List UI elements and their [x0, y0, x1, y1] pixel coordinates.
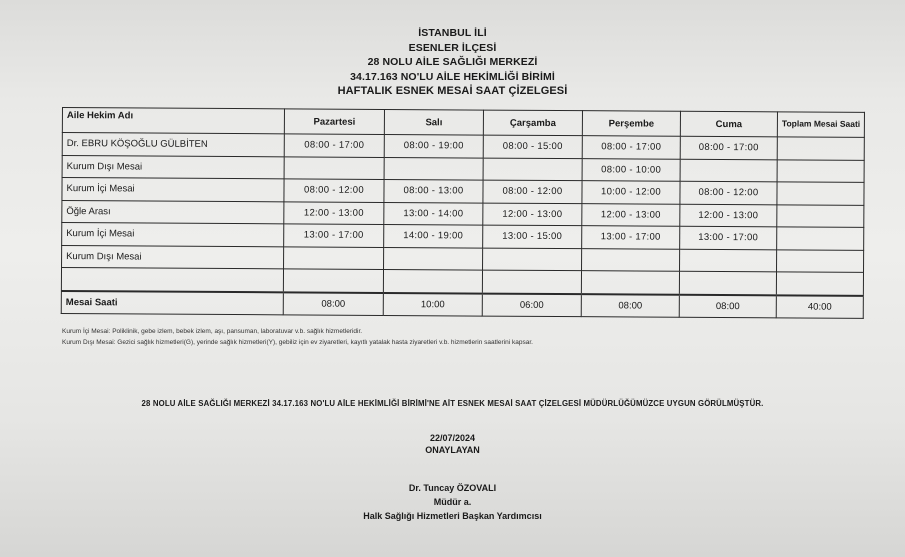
approval-date: 22/07/2024: [429, 433, 476, 443]
signatory-title: Müdür a.: [433, 497, 472, 507]
table-cell: [482, 270, 581, 294]
table-cell: [777, 137, 864, 160]
column-header-tuesday: Salı: [384, 109, 483, 135]
table-cell: 13:00 - 17:00: [284, 224, 384, 247]
footnote-external: Kurum Dışı Mesai: Gezici sağlık hizmetleri(G), yerinde sağlık hizmetleri(Y), gebiliz için ev ziyaretleri, kayıtlı yatalak hasta ziyaretleri v.b. hizmetlerin saatlerini kapsar.: [62, 339, 533, 346]
row-label: Kurum Dışı Mesai: [62, 155, 284, 179]
table-cell: [582, 248, 680, 271]
column-header-thursday: Perşembe: [582, 111, 680, 137]
table-cell: [777, 204, 864, 227]
summary-label: Mesai Saati: [61, 290, 283, 314]
column-header-friday: Cuma: [680, 111, 777, 137]
table-cell: 13:00 - 17:00: [582, 226, 680, 249]
header-health-center: 28 NOLU AİLE SAĞLIĞI MERKEZİ: [367, 56, 538, 68]
table-cell: [284, 156, 384, 179]
table-cell: [777, 159, 864, 182]
table-cell: 13:00 - 17:00: [680, 226, 777, 249]
header-district: ESENLER İLÇESİ: [408, 41, 497, 54]
table-cell: 14:00 - 19:00: [384, 224, 483, 247]
row-label: Kurum Dışı Mesai: [62, 245, 284, 269]
row-label: Öğle Arası: [62, 200, 284, 224]
table-cell: [384, 157, 483, 180]
row-label: Kurum İçi Mesai: [62, 178, 284, 202]
table-cell: 10:00 - 12:00: [582, 181, 680, 204]
table-cell: 08:00 - 17:00: [582, 136, 680, 159]
table-cell: 12:00 - 13:00: [284, 201, 384, 224]
table-cell: 08:00 - 12:00: [680, 181, 777, 204]
footnote-internal: Kurum İçi Mesai: Poliklinik, gebe izlem, bebek izlem, aşı, pansuman, laboratuvar v.b. sağlık hizmetleridir.: [62, 328, 363, 335]
approval-block: [0, 432, 905, 456]
table-cell: 08:00 - 13:00: [384, 179, 483, 202]
table-cell: [777, 182, 864, 205]
signatory-position: Halk Sağlığı Hizmetleri Başkan Yardımcısı: [363, 511, 542, 521]
table-cell: [777, 249, 864, 272]
schedule-table: [61, 107, 865, 319]
row-label: Kurum İçi Mesai: [62, 223, 284, 247]
table-cell: [483, 158, 582, 181]
summary-cell: 08:00: [581, 294, 679, 318]
column-header-monday: Pazartesi: [284, 109, 384, 135]
signature-block: [0, 481, 905, 523]
column-header-physician: Aile Hekim Adı: [62, 108, 284, 134]
table-cell: 08:00 - 15:00: [483, 135, 582, 158]
signatory-name: Dr. Tuncay ÖZOVALI: [408, 483, 497, 493]
table-cell: 08:00 - 19:00: [384, 134, 483, 157]
table-cell: [679, 271, 776, 295]
summary-cell: 06:00: [482, 293, 581, 317]
table-cell: [483, 248, 582, 271]
table-cell: [283, 269, 383, 293]
table-cell: [383, 269, 482, 293]
column-header-wednesday: Çarşamba: [483, 110, 582, 136]
table-cell: [284, 246, 384, 269]
row-label: [61, 268, 283, 292]
table-cell: 12:00 - 13:00: [582, 203, 680, 226]
table-cell: [777, 227, 864, 250]
table-cell: [384, 247, 483, 270]
column-header-total: Toplam Mesai Saati: [777, 112, 864, 138]
summary-cell: 08:00: [679, 294, 776, 318]
table-cell: [581, 271, 679, 295]
document-header: [0, 26, 905, 99]
table-cell: 08:00 - 12:00: [483, 180, 582, 203]
table-cell: 13:00 - 14:00: [384, 202, 483, 225]
table-cell: [776, 272, 863, 296]
row-label: Dr. EBRU KÖŞOĞLU GÜLBİTEN: [62, 133, 284, 157]
document-title: HAFTALIK ESNEK MESAİ SAAT ÇİZELGESİ: [337, 85, 568, 97]
table-cell: 12:00 - 13:00: [483, 203, 582, 226]
approved-by-label: ONAYLAYAN: [425, 445, 480, 455]
table-cell: [680, 249, 777, 272]
table-cell: 13:00 - 15:00: [483, 225, 582, 248]
header-unit: 34.17.163 NO'LU AİLE HEKİMLİĞİ BİRİMİ: [350, 70, 555, 83]
header-province: İSTANBUL İLİ: [418, 27, 487, 39]
summary-cell: 08:00: [283, 292, 383, 316]
table-cell: [680, 159, 777, 182]
summary-cell: 10:00: [383, 292, 482, 316]
table-cell: 08:00 - 12:00: [284, 179, 384, 202]
table-cell: 08:00 - 10:00: [582, 158, 680, 181]
summary-row: [61, 290, 863, 318]
table-cell: 08:00 - 17:00: [680, 136, 777, 159]
footnotes: [62, 326, 533, 348]
summary-total: 40:00: [776, 295, 863, 319]
approval-statement: 28 NOLU AİLE SAĞLIĞI MERKEZİ 34.17.163 NO'LU AİLE HEKİMLİĞİ BİRİMİ'NE AİT ESNEK MESAİ SAAT ÇİZELGESİ MÜDÜRLÜĞÜMÜZCE UYGUN GÖRÜLMÜŞTÜR.: [141, 399, 764, 408]
table-cell: 08:00 - 17:00: [284, 134, 384, 157]
table-cell: 12:00 - 13:00: [680, 204, 777, 227]
